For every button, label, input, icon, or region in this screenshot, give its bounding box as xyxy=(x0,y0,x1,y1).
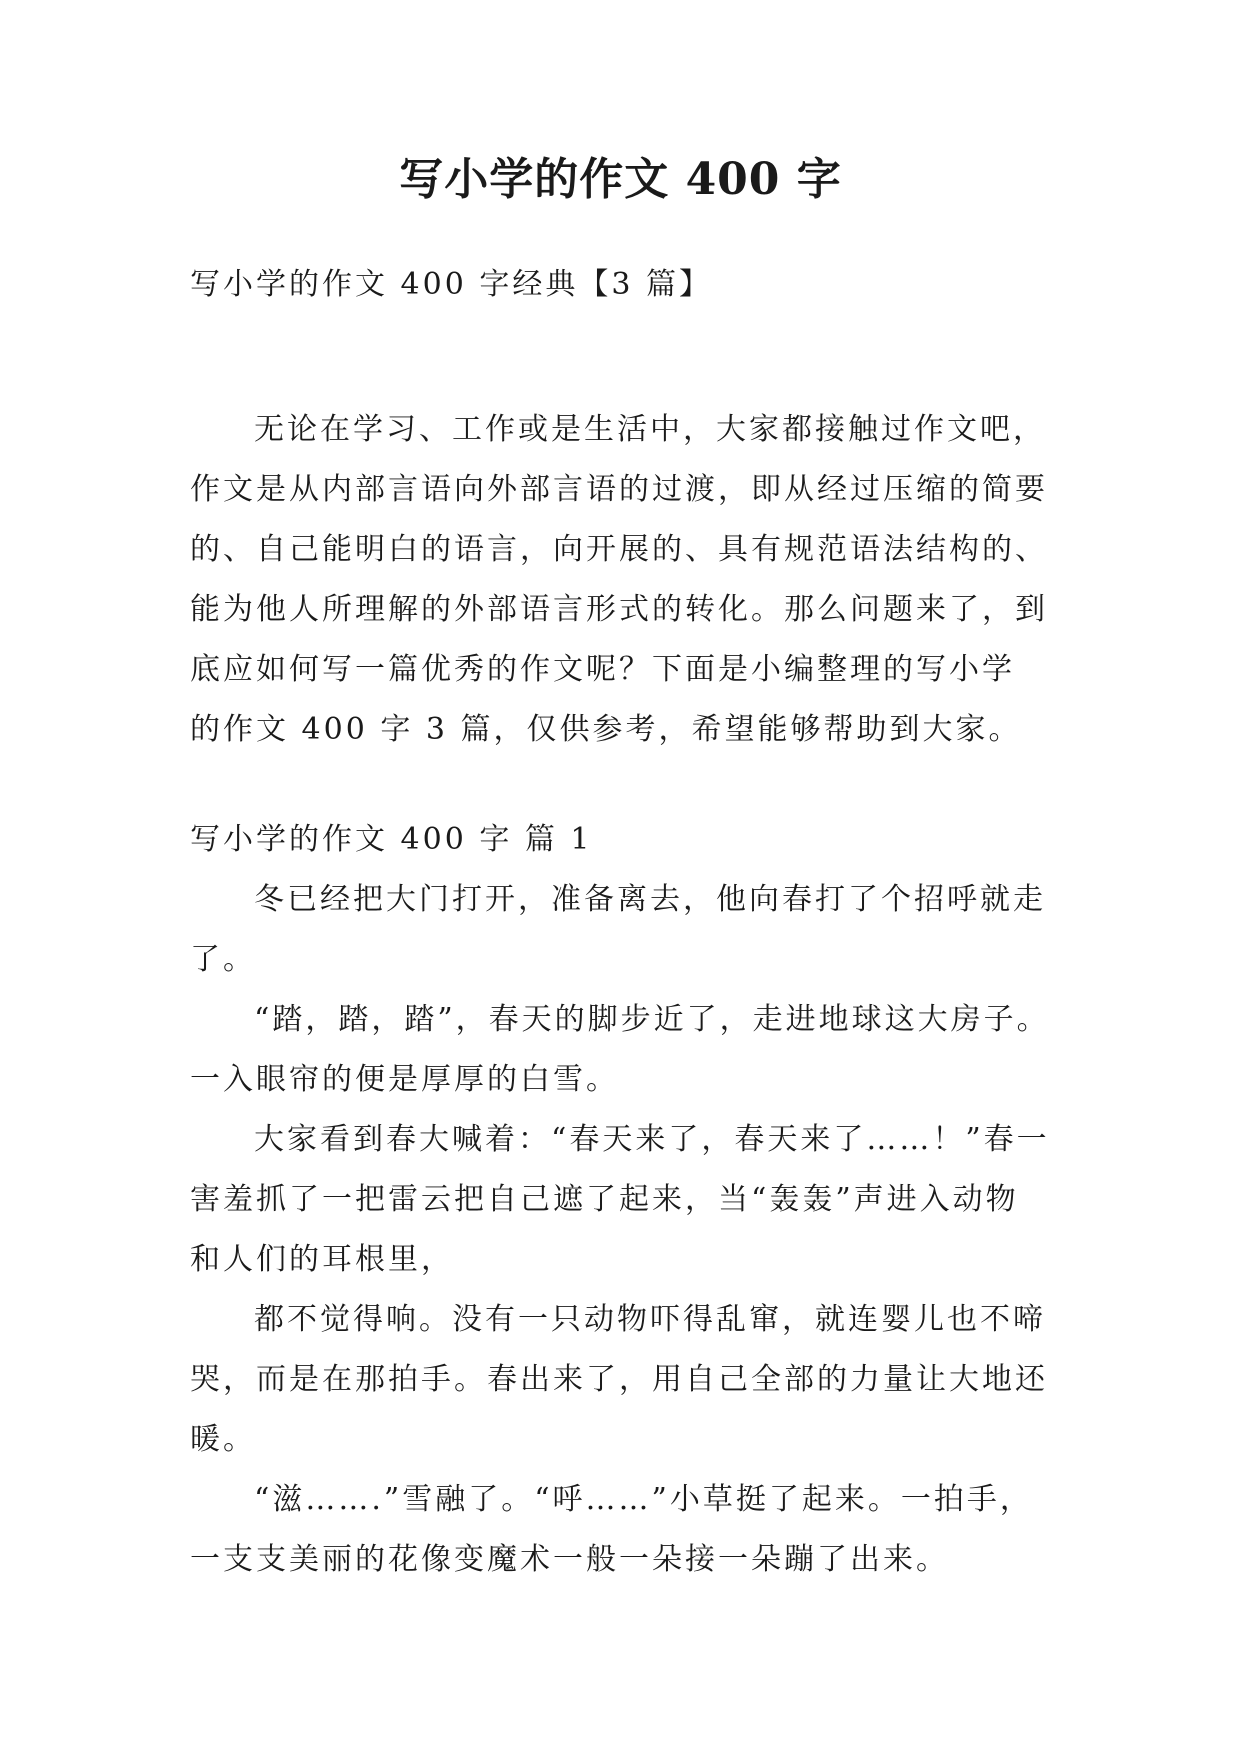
essay-body xyxy=(190,870,1070,1590)
essay-line: “滋…….”雪融了。“呼……”小草挺了起来。一拍手， xyxy=(254,1482,1033,1517)
essay-line: 大家看到春大喊着：“春天来了，春天来了……！”春一 xyxy=(254,1122,1050,1157)
essay-line: 一入眼帘的便是厚厚的白雪。 xyxy=(190,1062,619,1097)
essay-line: 哭，而是在那拍手。春出来了，用自己全部的力量让大地还 xyxy=(190,1362,1048,1397)
section-heading: 写小学的作文 400 字 篇 1 xyxy=(190,822,593,857)
intro-line: 作文是从内部言语向外部言语的过渡，即从经过压缩的简要 xyxy=(190,472,1048,507)
essay-line: 暖。 xyxy=(190,1422,256,1457)
essay-line: 了。 xyxy=(190,942,256,977)
essay-line: 一支支美丽的花像变魔术一般一朵接一朵蹦了出来。 xyxy=(190,1542,949,1577)
intro-line: 的、自己能明白的语言，向开展的、具有规范语法结构的、 xyxy=(190,532,1048,567)
intro-paragraph xyxy=(190,400,1070,760)
intro-line: 底应如何写一篇优秀的作文呢？下面是小编整理的写小学 xyxy=(190,652,1015,687)
essay-line: “踏，踏，踏”，春天的脚步近了，走进地球这大房子。 xyxy=(254,1002,1050,1037)
essay-line: 冬已经把大门打开，准备离去，他向春打了个招呼就走 xyxy=(254,882,1046,917)
intro-line: 无论在学习、工作或是生活中，大家都接触过作文吧， xyxy=(254,412,1046,447)
intro-line: 能为他人所理解的外部语言形式的转化。那么问题来了，到 xyxy=(190,592,1048,627)
essay-line: 害羞抓了一把雷云把自己遮了起来，当“轰轰”声进入动物 xyxy=(190,1182,1019,1217)
essay-line: 都不觉得响。没有一只动物吓得乱窜，就连婴儿也不啼 xyxy=(254,1302,1046,1337)
document-subtitle: 写小学的作文 400 字经典【3 篇】 xyxy=(190,267,712,302)
document-title: 写小学的作文 400 字 xyxy=(399,154,842,205)
essay-line: 和人们的耳根里， xyxy=(190,1242,454,1277)
intro-line: 的作文 400 字 3 篇，仅供参考，希望能够帮助到大家。 xyxy=(190,712,1022,747)
